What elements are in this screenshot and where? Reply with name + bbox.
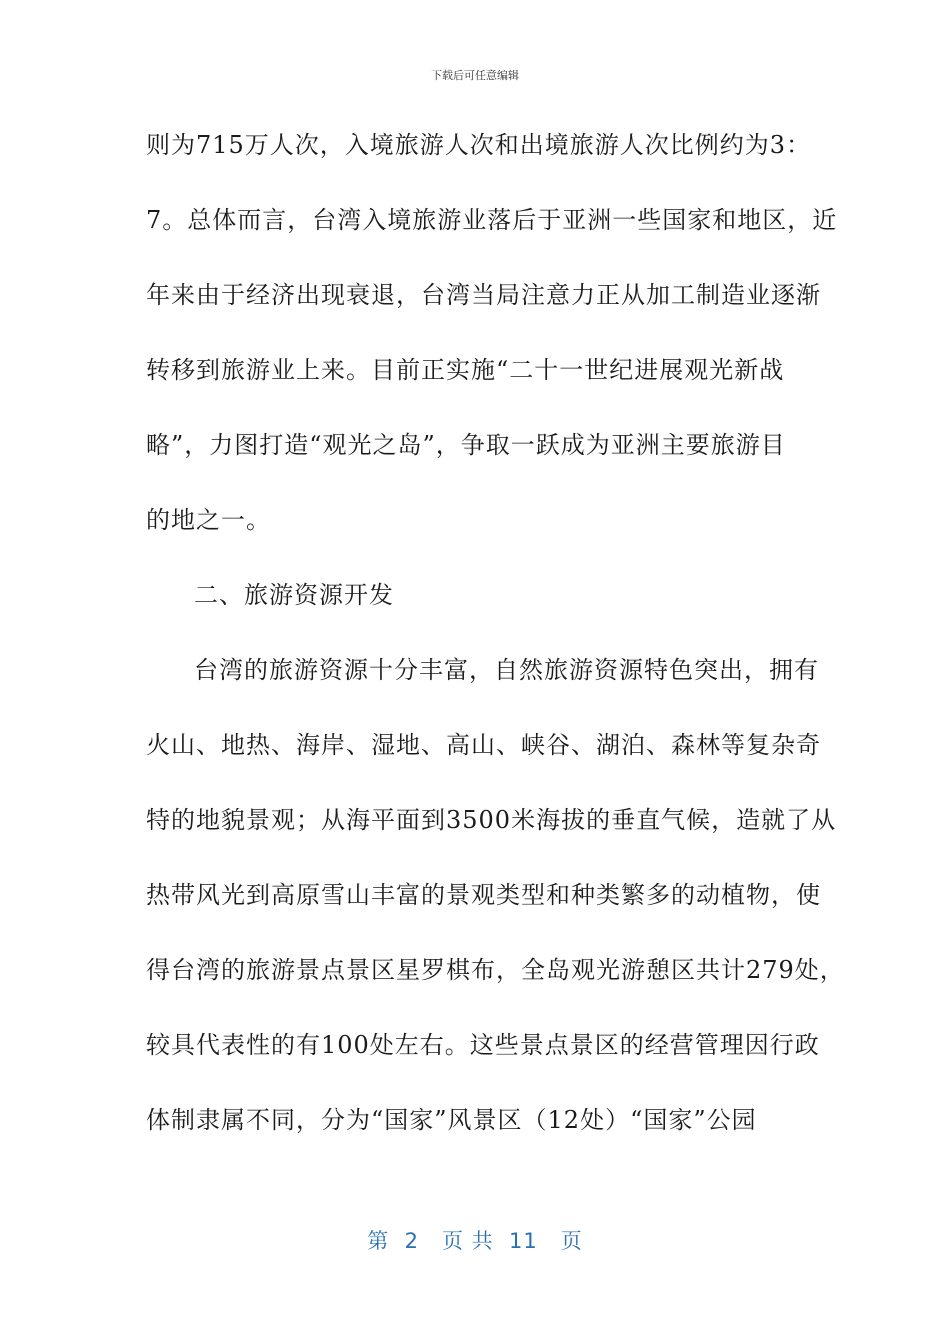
text-line: 则为715万人次，入境旅游人次和出境旅游人次比例约为3： bbox=[146, 131, 812, 159]
text-line: 的地之一。 bbox=[146, 506, 271, 534]
text-line: 略”，力图打造“观光之岛”，争取一跃成为亚洲主要旅游目 bbox=[146, 431, 786, 459]
text-line: 火山、地热、海岸、湿地、高山、峡谷、湖泊、森林等复杂奇 bbox=[146, 731, 821, 759]
section-heading: 二、旅游资源开发 bbox=[194, 581, 394, 609]
text-line: 转移到旅游业上来。目前正实施“二十一世纪进展观光新战 bbox=[146, 356, 785, 384]
text-line: 特的地貌景观；从海平面到3500米海拔的垂直气候，造就了从 bbox=[146, 806, 837, 834]
page-number-footer: 第 2 页 共 11 页 bbox=[367, 1229, 583, 1253]
text-line: 7。总体而言，台湾入境旅游业落后于亚洲一些国家和地区，近 bbox=[146, 206, 838, 234]
text-line: 较具代表性的有100处左右。这些景点景区的经营管理因行政 bbox=[146, 1031, 820, 1059]
text-line: 年来由于经济出现衰退，台湾当局注意力正从加工制造业逐渐 bbox=[146, 281, 821, 309]
text-line: 热带风光到高原雪山丰富的景观类型和种类繁多的动植物，使 bbox=[146, 881, 821, 909]
page-header-note: 下载后可任意编辑 bbox=[431, 69, 519, 82]
text-line: 得台湾的旅游景点景区星罗棋布，全岛观光游憩区共计279处， bbox=[146, 956, 845, 984]
text-line: 体制隶属不同，分为“国家”风景区（12处）“国家”公园 bbox=[146, 1106, 757, 1134]
text-line: 台湾的旅游资源十分丰富，自然旅游资源特色突出，拥有 bbox=[194, 656, 819, 684]
